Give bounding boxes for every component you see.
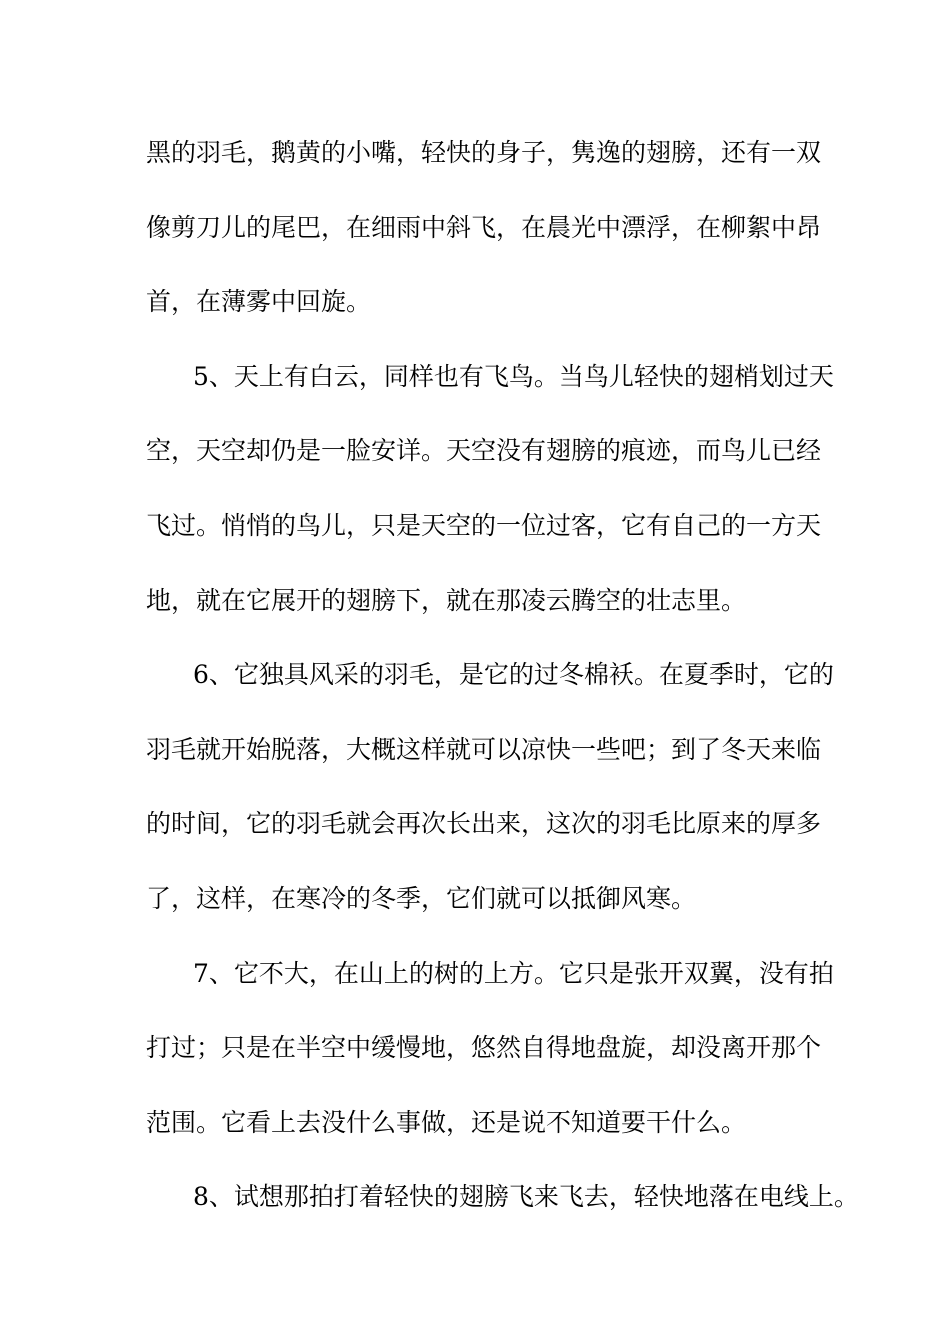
text-line: 地，就在它展开的翅膀下，就在那凌云腾空的壮志里。 bbox=[146, 586, 747, 615]
text-line: 空，天空却仍是一脸安详。天空没有翅膀的痕迹，而鸟儿已经 bbox=[146, 436, 822, 465]
text-line: 黑的羽毛，鹅黄的小嘴，轻快的身子，隽逸的翅膀，还有一双 bbox=[146, 138, 822, 167]
paragraph-5-start: 5、天上有白云，同样也有飞鸟。当鸟儿轻快的翅梢划过天 bbox=[193, 362, 834, 391]
text-line: 的时间，它的羽毛就会再次长出来，这次的羽毛比原来的厚多 bbox=[146, 809, 822, 838]
text-line: 飞过。悄悄的鸟儿，只是天空的一位过客，它有自己的一方天 bbox=[146, 511, 822, 540]
text-line: 范围。它看上去没什么事做，还是说不知道要干什么。 bbox=[146, 1108, 747, 1137]
text-line: 像剪刀儿的尾巴，在细雨中斜飞，在晨光中漂浮，在柳絮中昂 bbox=[146, 213, 822, 242]
text-line: 了，这样，在寒冷的冬季，它们就可以抵御风寒。 bbox=[146, 884, 697, 913]
text-line: 首，在薄雾中回旋。 bbox=[146, 287, 372, 316]
paragraph-8-start: 8、试想那拍打着轻快的翅膀飞来飞去，轻快地落在电线上。 bbox=[193, 1182, 859, 1211]
paragraph-7-start: 7、它不大，在山上的树的上方。它只是张开双翼，没有拍 bbox=[193, 959, 834, 988]
text-line: 打过；只是在半空中缓慢地，悠然自得地盘旋，却没离开那个 bbox=[146, 1033, 822, 1062]
text-line: 羽毛就开始脱落，大概这样就可以凉快一些吧；到了冬天来临 bbox=[146, 735, 822, 764]
paragraph-6-start: 6、它独具风采的羽毛，是它的过冬棉袄。在夏季时，它的 bbox=[193, 660, 834, 689]
